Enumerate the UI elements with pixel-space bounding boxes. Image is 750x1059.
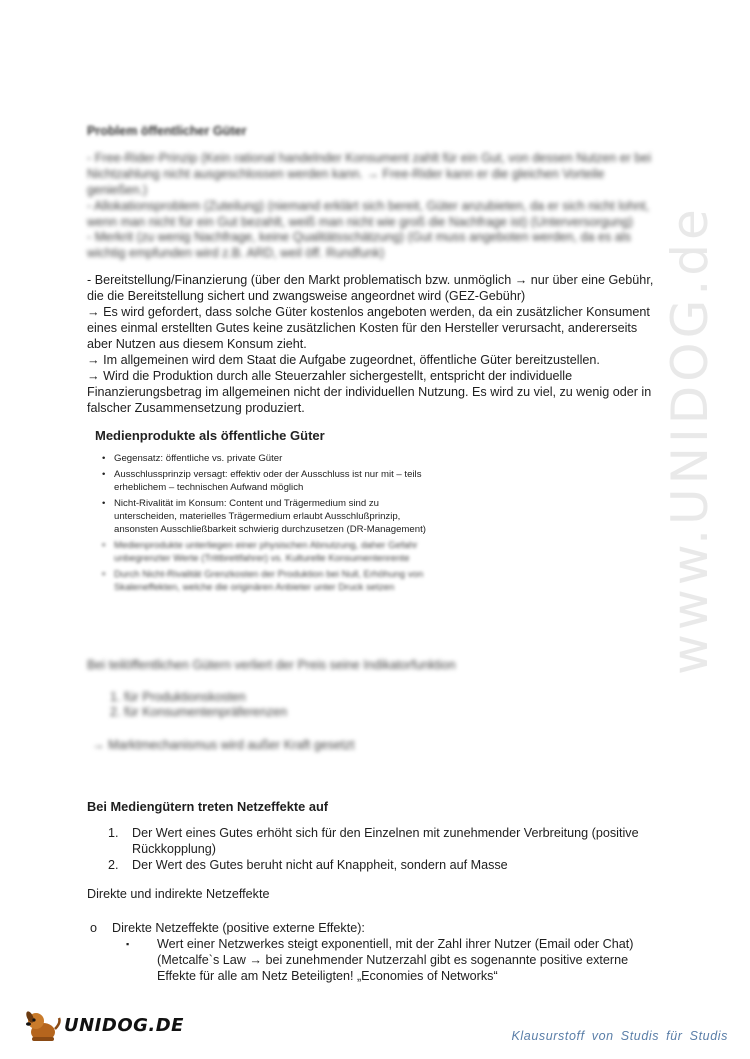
slide-bullet: • Gegensatz: öffentliche vs. private Güter (92, 452, 432, 465)
dog-mascot-icon (22, 1009, 62, 1043)
paragraph-line: → Im allgemeinen wird dem Staat die Aufgabe zugeordnet, öffentliche Güter bereitzustellen. (87, 353, 600, 367)
blurred-paragraph-1 (87, 150, 657, 230)
blurred-line: - Allokationsproblem (Zuteilung) (niemand erklärt sich bereit, Güter anzubieten, da er sich nicht lohnt, (87, 199, 650, 213)
circle-bullet-icon: o (90, 921, 98, 935)
blurred-list-item: 2. für Konsumentenpräferenzen (110, 705, 288, 719)
unidog-logo[interactable] (22, 1009, 184, 1043)
blurred-line: wenn man nicht für ein Gut bezahlt, weiß man nicht wie groß die Nachfrage ist) (Unterversorgung) (87, 215, 633, 229)
section-title: Problem öffentlicher Güter (87, 124, 247, 138)
blurred-arrow-line: → Marktmechanismus wird außer Kraft gesetzt (92, 738, 355, 752)
slide-bullet: • Nicht-Rivalität im Konsum: Content und Trägermedium sind zu unterscheiden, materielles Trägermedium erlaubt Ausschlußprinzip, ansonsten Ausschließbarkeit schwierig durchzusetzen (DR-Management) (92, 497, 432, 536)
footer-tagline: Klausurstoff von Studis für Studis (511, 1029, 728, 1043)
blurred-paragraph-2 (87, 229, 657, 261)
direkte-netzeffekte-label: Direkte Netzeffekte (positive externe Effekte): (112, 921, 365, 935)
slide-bullet: • Medienprodukte unterliegen einer physischen Abnutzung, daher Gefahr unbegrenzter Werte (Trittbrettfahrer) vs. Kulturelle Konsumentenrente (92, 539, 432, 565)
list-number: 1. (108, 826, 119, 840)
paragraph-line: → Es wird gefordert, dass solche Güter kostenlos angeboten werden, da ein zusätzlicher Konsument eines einmal erstellten Gutes keine zusätzlichen Kosten für den Hersteller verursacht, andererseits aber Nutzen aus diesem Konsum zieht. (87, 305, 650, 351)
slide-bullet: • Ausschlussprinzip versagt: effektiv oder der Ausschluss ist nur mit – teils erheblichem – technischen Aufwand möglich (92, 468, 432, 494)
blurred-line: - Merkrit (zu wenig Nachfrage, keine Qualitätsschätzung) (Gut muss angeboten werden, da es als (87, 230, 631, 244)
blurred-list-item: 1. für Produktionskosten (110, 690, 246, 704)
blurred-line: Nichtzahlung nicht ausgeschlossen werden kann. → Free-Rider kann er die gleichen Vorteile genießen.) (87, 167, 605, 197)
metcalfe-text: Wert einer Netzwerkes steigt exponentiell, mit der Zahl ihrer Nutzer (Email oder Chat) (Metcalfe`s Law → bei zunehmender Nutzerzahl gibt es sogenannte positive externe Effekte für alle am Netz Beteiligten! „Economies of Networks“ (157, 937, 634, 983)
blurred-line: - Free-Rider-Prinzip (Kein rational handelnder Konsument zahlt für ein Gut, von dessen Nutzen er bei (87, 151, 652, 165)
paragraph-line: - Bereitstellung/Finanzierung (über den Markt problematisch bzw. unmöglich → nur über eine Gebühr, die die Bereitstellung sichert und zwangsweise angeordnet wird (GEZ-Gebühr) (87, 273, 654, 303)
netzeffekte-item (108, 857, 668, 873)
blurred-paragraph-3: Bei teilöffentlichen Gütern verliert der Preis seine Indikatorfunktion (87, 658, 456, 672)
paragraph-line: → Wird die Produktion durch alle Steuerzahler sichergestellt, entspricht der individuelle Finanzierungsbetrag im allgemeinen nicht der individuellen Nutzung. Es wird zu viel, zu wenig oder in falscher Zusammensetzung produziert. (87, 369, 652, 415)
blurred-numbered-list (110, 690, 410, 720)
direkte-indirekte-heading: Direkte und indirekte Netzeffekte (87, 887, 270, 901)
slide-bullet-list (92, 452, 432, 597)
blurred-line: wichtig empfunden wird z.B. ARD, weil öff. Rundfunk) (87, 246, 385, 260)
slide-bullet: • Durch Nicht-Rivalität Grenzkosten der Produktion bei Null, Erhöhung von Skaleneffekten, welche die originären Anbieter unter Druck setzen (92, 568, 432, 594)
list-text: Der Wert eines Gutes erhöht sich für den Einzelnen mit zunehmender Verbreitung (positive Rückkopplung) (132, 826, 639, 856)
embedded-slide (92, 428, 437, 628)
finanzierung-paragraph (87, 272, 662, 416)
slide-title: Medienprodukte als öffentliche Güter (95, 428, 325, 443)
netzeffekte-item (108, 825, 668, 857)
logo-text: UNIDOG.DE (64, 1015, 184, 1036)
list-text: Der Wert des Gutes beruht nicht auf Knappheit, sondern auf Masse (132, 858, 508, 872)
netzeffekte-heading: Bei Mediengütern treten Netzeffekte auf (87, 799, 329, 814)
netzeffekte-list (108, 825, 668, 873)
watermark: www.UNIDOG.de (661, 205, 719, 675)
metcalfe-bullet (126, 936, 656, 984)
list-number: 2. (108, 858, 119, 872)
square-bullet-icon: ▪ (126, 939, 130, 949)
